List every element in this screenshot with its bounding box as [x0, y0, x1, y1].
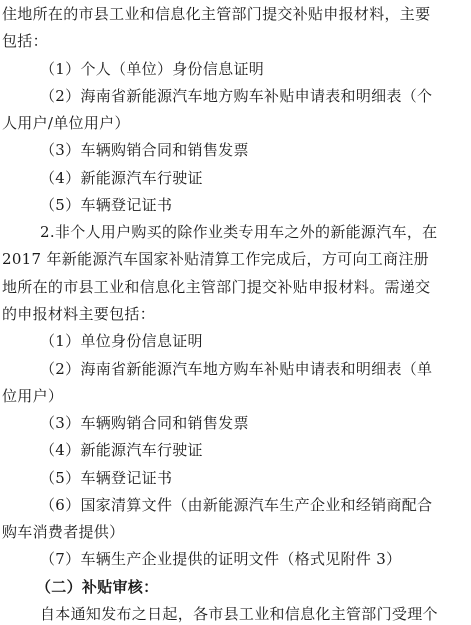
list-b-item-5: （5）车辆登记证书	[40, 469, 173, 487]
list-item-4: （4）新能源汽车行驶证	[40, 169, 203, 187]
paragraph-3-line-1: 自本通知发布之日起，各市县工业和信息化主管部门受理个	[40, 605, 438, 623]
list-b-item-6: （6）国家清算文件（由新能源汽车生产企业和经销商配合	[40, 496, 433, 514]
list-item-2: （2）海南省新能源汽车地方购车补贴申请表和明细表（个	[40, 87, 433, 105]
list-b-item-7: （7）车辆生产企业提供的证明文件（格式见附件 3）	[40, 550, 402, 568]
paragraph-2-line-1: 2.非个人用户购买的除作业类专用车之外的新能源汽车，在	[40, 223, 438, 241]
text-line-1: 住地所在的市县工业和信息化主管部门提交补贴申报材料，主要	[2, 5, 431, 23]
paragraph-2-line-4: 的申报材料主要包括：	[2, 305, 156, 323]
text-line-2: 包括：	[2, 32, 48, 50]
list-item-5: （5）车辆登记证书	[40, 196, 173, 214]
paragraph-2-line-2: 2017 年新能源汽车国家补贴清算工作完成后，方可向工商注册	[2, 250, 429, 268]
list-b-item-1: （1）单位身份信息证明	[40, 332, 203, 350]
paragraph-2-line-3: 地所在的市县工业和信息化主管部门提交补贴申报材料。需递交	[2, 278, 431, 296]
list-item-2-continued: 人用户/单位用户）	[2, 114, 130, 132]
list-b-item-3: （3）车辆购销合同和销售发票	[40, 414, 249, 432]
list-item-1: （1）个人（单位）身份信息证明	[40, 60, 265, 78]
list-b-item-6-continued: 购车消费者提供）	[2, 523, 125, 541]
list-b-item-2-continued: 位用户）	[2, 387, 64, 405]
list-b-item-2: （2）海南省新能源汽车地方购车补贴申请表和明细表（单	[40, 360, 433, 378]
list-b-item-4: （4）新能源汽车行驶证	[40, 441, 203, 459]
list-item-3: （3）车辆购销合同和销售发票	[40, 141, 249, 159]
section-heading: （二）补贴审核：	[36, 578, 159, 596]
